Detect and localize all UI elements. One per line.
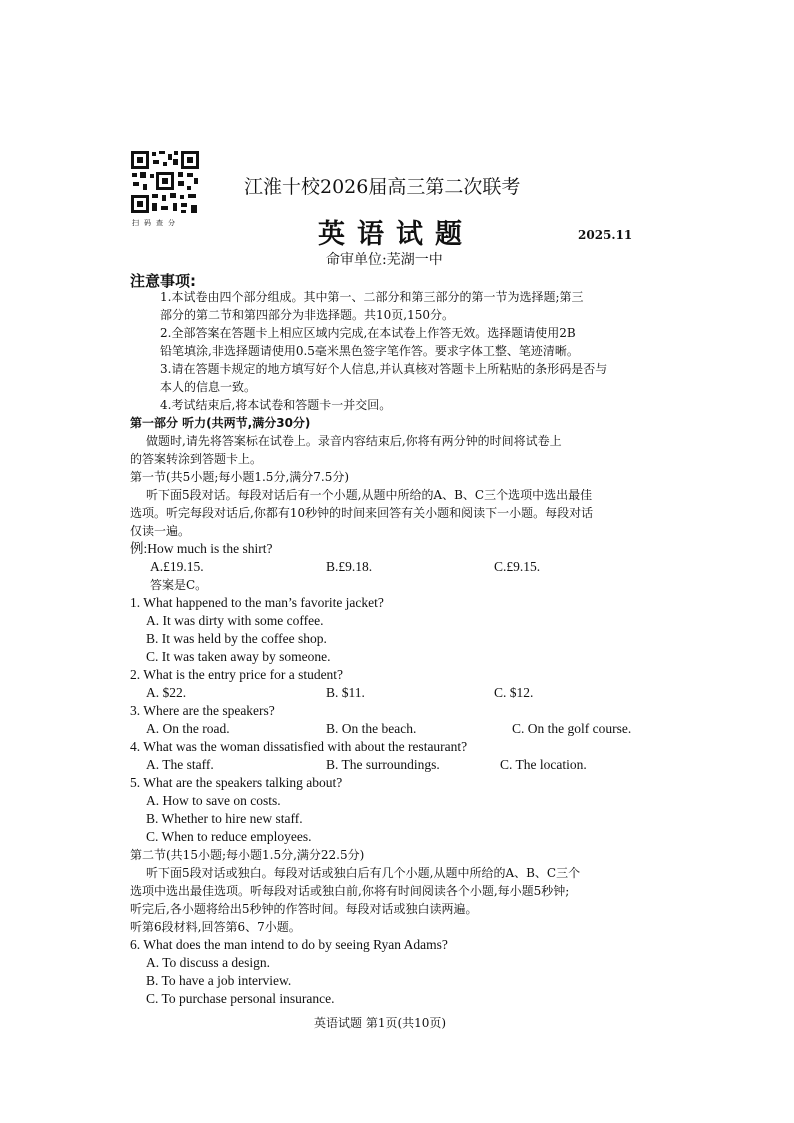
example-option: C.£9.15. [494,559,541,574]
question-option: C. The location. [500,757,587,772]
example-option: B.£9.18. [326,559,373,574]
section1-instructions: 仅读一遍。 [130,524,191,538]
example-answer: 答案是C。 [150,578,208,592]
notes-item: 本人的信息一致。 [160,380,257,394]
question-option: C. To purchase personal insurance. [146,991,335,1006]
notes-item: 铅笔填涂,非选择题请使用0.5毫米黑色签字笔作答。要求字体工整、笔迹清晰。 [160,344,579,358]
question-option: B. On the beach. [326,721,417,736]
question-option: A. The staff. [146,757,214,772]
section1-instructions: 听下面5段对话。每段对话后有一个小题,从题中所给的A、B、C三个选项中选出最佳 [146,488,593,502]
question-stem: 2. What is the entry price for a student? [130,667,344,682]
issuing-unit: 命审单位:芜湖一中 [326,252,443,268]
notes-heading: 注意事项: [130,272,196,290]
question-stem: 6. What does the man intend to do by seeing Ryan Adams? [130,937,448,952]
exam-title: 江淮十校2026届高三第二次联考 [244,176,521,198]
part1-heading: 第一部分 听力(共两节,满分30分) [130,416,311,430]
question-option: A. It was dirty with some coffee. [146,613,324,628]
notes-item: 1.本试卷由四个部分组成。其中第一、二部分和第三部分的第一节为选择题;第三 [160,290,584,304]
part1-intro: 做题时,请先将答案标在试卷上。录音内容结束后,你将有两分钟的时间将试卷上 [146,434,562,448]
question-option: C. $12. [494,685,534,700]
question-option: B. $11. [326,685,365,700]
exam-date: 2025.11 [578,228,633,242]
question-option: C. On the golf course. [512,721,632,736]
notes-item: 4.考试结束后,将本试卷和答题卡一并交回。 [160,398,392,412]
question-option: B. It was held by the coffee shop. [146,631,327,646]
example-option: A.£19.15. [150,559,204,574]
question-option: C. When to reduce employees. [146,829,312,844]
section2-heading: 第二节(共15小题;每小题1.5分,满分22.5分) [130,848,365,862]
qr-code [130,150,200,214]
question-stem: 5. What are the speakers talking about? [130,775,343,790]
notes-item: 3.请在答题卡规定的地方填写好个人信息,并认真核对答题卡上所粘贴的条形码是否与 [160,362,608,376]
question-stem: 3. Where are the speakers? [130,703,275,718]
notes-item: 2.全部答案在答题卡上相应区域内完成,在本试卷上作答无效。选择题请使用2B [160,326,576,340]
question-option: B. To have a job interview. [146,973,292,988]
section1-heading: 第一节(共5小题;每小题1.5分,满分7.5分) [130,470,350,484]
question-option: A. $22. [146,685,187,700]
notes-item: 部分的第二节和第四部分为非选择题。共10页,150分。 [160,308,454,322]
question-option: A. On the road. [146,721,230,736]
section2-instructions: 选项中选出最佳选项。听每段对话或独白前,你将有时间阅读各个小题,每小题5秒钟; [130,884,570,898]
subject-title: 英语试题 [318,219,474,250]
part1-intro: 的答案转涂到答题卡上。 [130,452,263,466]
question-option: A. To discuss a design. [146,955,271,970]
question-option: B. Whether to hire new staff. [146,811,303,826]
section2-instructions: 听下面5段对话或独白。每段对话或独白后有几个小题,从题中所给的A、B、C三个 [146,866,581,880]
question-option: C. It was taken away by someone. [146,649,331,664]
page-footer: 英语试题 第1页(共10页) [314,1016,447,1030]
question-option: A. How to save on costs. [146,793,281,808]
section2-instructions: 听第6段材料,回答第6、7小题。 [130,920,301,934]
qr-caption: 扫码查分 [132,219,180,227]
section1-instructions: 选项。听完每段对话后,你都有10秒钟的时间来回答有关小题和阅读下一小题。每段对话 [130,506,594,520]
question-stem: 4. What was the woman dissatisfied with about the restaurant? [130,739,468,754]
example-question: 例:How much is the shirt? [130,541,273,556]
question-stem: 1. What happened to the man’s favorite jacket? [130,595,384,610]
question-option: B. The surroundings. [326,757,440,772]
section2-instructions: 听完后,各小题将给出5秒钟的作答时间。每段对话或独白读两遍。 [130,902,478,916]
